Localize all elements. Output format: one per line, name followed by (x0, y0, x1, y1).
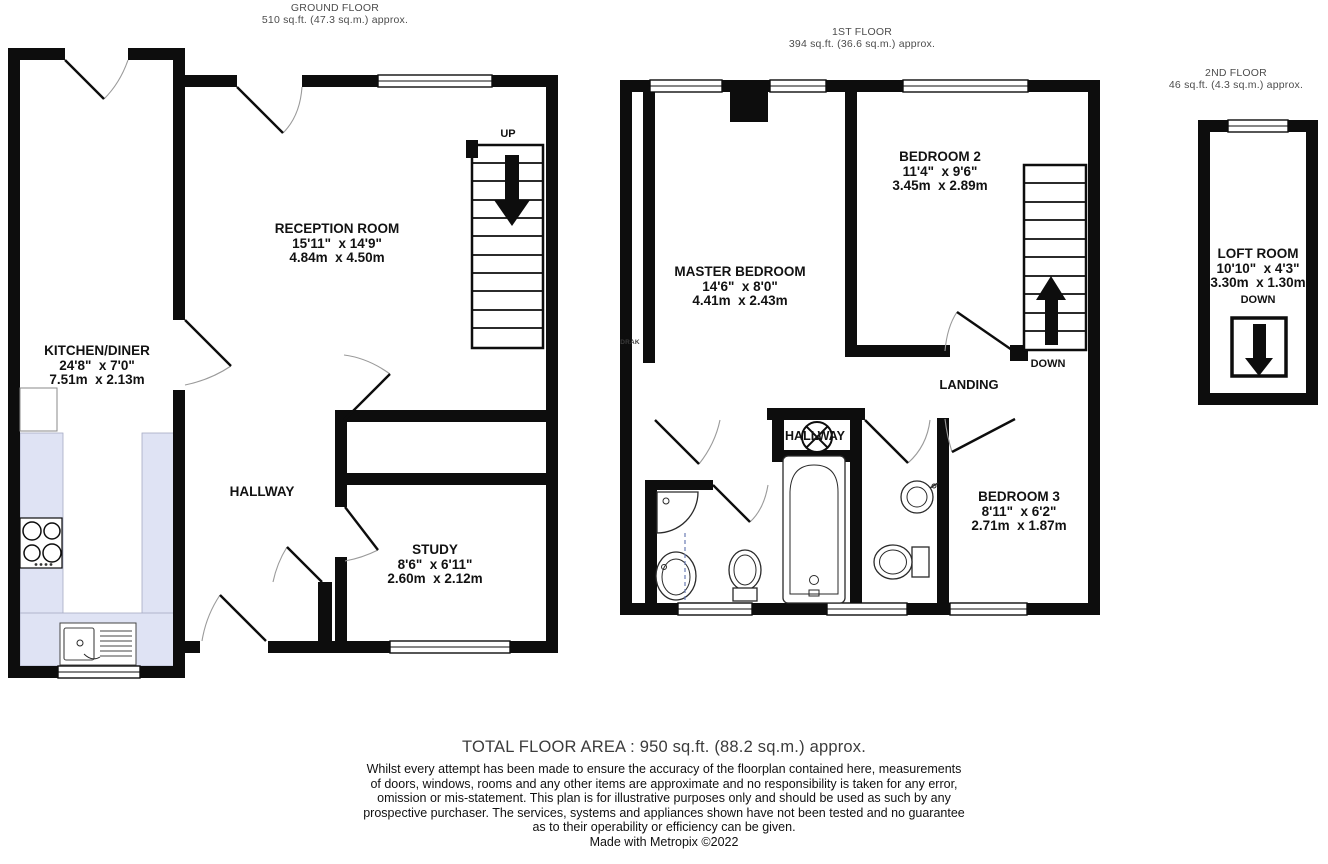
disclaimer-line-5: as to their operability or efficiency can be given. (532, 820, 796, 835)
ground-hallway-label (202, 485, 322, 500)
first-floor-plan (600, 60, 1128, 630)
landing-label: LANDING (939, 377, 999, 392)
disclaimer-line-3: omission or mis-statement. This plan is for illustrative purposes only and should be used as such by any (377, 791, 951, 806)
ground-floor-plan (0, 40, 570, 700)
master-bedroom-name: MASTER BEDROOM (674, 264, 806, 279)
kitchen-diner-label (17, 344, 177, 388)
disclaimer-line-1: Whilst every attempt has been made to ensure the accuracy of the floorplan contained here, measurements (366, 762, 962, 776)
loft-room-metric: 3.30m x 1.30m (1210, 275, 1306, 290)
master-bedroom-metric: 4.41m x 2.43m (692, 293, 788, 308)
study-name: STUDY (412, 542, 458, 557)
study-metric: 2.60m x 2.12m (387, 571, 483, 586)
total-floor-area: TOTAL FLOOR AREA : 950 sq.ft. (88.2 sq.m.) approx. (461, 738, 867, 756)
first-staircase (1024, 165, 1086, 350)
ground-floor-title (185, 3, 485, 26)
kitchen-diner-name: KITCHEN/DINER (44, 343, 150, 358)
toilet-1 (729, 550, 761, 601)
bathtub (783, 456, 845, 603)
closet-label: DRAK (620, 339, 640, 346)
first-floor-drawing (600, 60, 1128, 630)
round-basin (901, 481, 938, 513)
ground-hallway-name: HALLWAY (229, 484, 295, 499)
second-floor-title-area: 46 sq.ft. (4.3 sq.m.) approx. (1168, 78, 1304, 91)
kitchen-sink (60, 623, 136, 665)
first-floor-title-name: 1ST FLOOR (832, 26, 892, 38)
second-floor-plan (1190, 110, 1328, 420)
loft-room-label (1203, 247, 1313, 291)
ground-staircase (466, 140, 543, 348)
bedroom2-name: BEDROOM 2 (899, 149, 981, 164)
loft-room-name: LOFT ROOM (1217, 246, 1299, 261)
kitchen-appliance (20, 388, 57, 431)
bedroom3-imperial: 8'11" x 6'2" (981, 503, 1057, 519)
first-floor-title (712, 27, 1012, 50)
bedroom3-name: BEDROOM 3 (978, 489, 1060, 504)
stairs-down-label: DOWN (1030, 358, 1066, 370)
bedroom3-label (945, 490, 1093, 534)
first-floor-title-area: 394 sq.ft. (36.6 sq.m.) approx. (788, 37, 936, 50)
ground-floor-title-area: 510 sq.ft. (47.3 sq.m.) approx. (261, 13, 409, 26)
loft-stair-hatch (1232, 318, 1286, 376)
loft-room-imperial: 10'10" x 4'3" (1216, 260, 1300, 276)
reception-room-imperial: 15'11" x 14'9" (292, 235, 382, 251)
reception-room-metric: 4.84m x 4.50m (289, 250, 385, 265)
master-bedroom-imperial: 14'6" x 8'0" (702, 278, 778, 294)
disclaimer-line-4: prospective purchaser. The services, systems and appliances shown have not been tested and no guarantee (363, 805, 965, 820)
corner-basin (657, 492, 698, 533)
bedroom3-metric: 2.71m x 1.87m (971, 518, 1067, 533)
loft-down-label: DOWN (1240, 294, 1276, 306)
pedestal-sink (656, 552, 696, 600)
second-floor-title-name: 2ND FLOOR (1205, 67, 1267, 79)
kitchen-diner-imperial: 24'8" x 7'0" (59, 357, 135, 373)
loft-window (1228, 120, 1288, 132)
bedroom2-label (860, 150, 1020, 194)
kitchen-hob (20, 518, 62, 568)
footer (0, 737, 1328, 850)
bedroom2-metric: 3.45m x 2.89m (892, 178, 988, 193)
stairs-up-label: UP (500, 128, 516, 140)
toilet-2 (874, 545, 929, 579)
kitchen-diner-metric: 7.51m x 2.13m (49, 372, 145, 387)
study-imperial: 8'6" x 6'11" (397, 556, 473, 572)
reception-room-name: RECEPTION ROOM (274, 221, 400, 236)
reception-room-label (237, 222, 437, 266)
disclaimer-line-2: of doors, windows, rooms and any other items are approximate and no responsibility is taken for any error, (370, 776, 958, 791)
first-hallway-label: HALLWAY (785, 429, 845, 443)
study-label (355, 543, 515, 587)
bedroom2-imperial: 11'4" x 9'6" (902, 163, 978, 179)
ground-floor-title-name: GROUND FLOOR (290, 2, 380, 14)
master-bedroom-label (640, 265, 840, 309)
metropix-credit: Made with Metropix ©2022 (589, 834, 739, 849)
